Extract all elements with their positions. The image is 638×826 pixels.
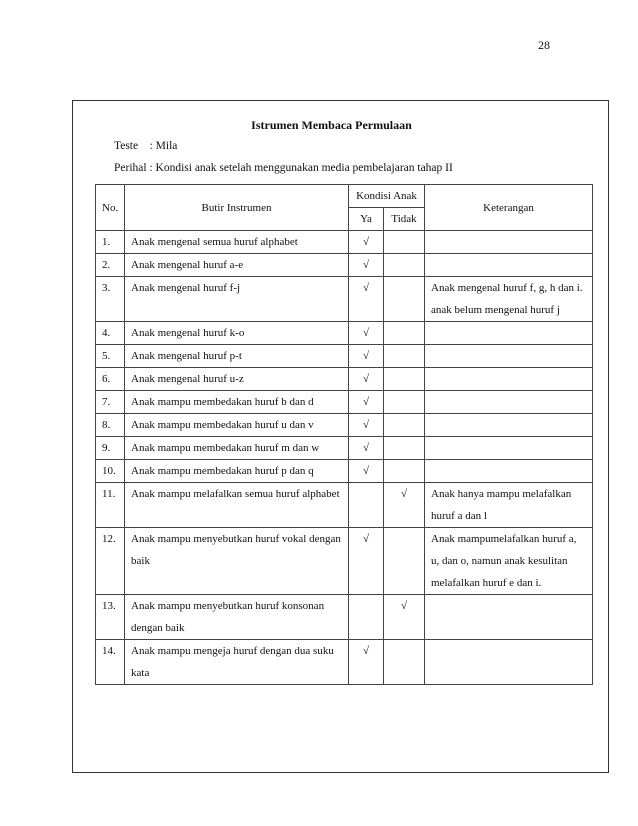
row-tidak (384, 254, 425, 277)
row-keterangan: Anak hanya mampu melafalkan huruf a dan l (425, 483, 593, 528)
row-number: 12. (96, 528, 125, 595)
row-number: 9. (96, 437, 125, 460)
row-item: Anak mampu membedakan huruf b dan d (125, 391, 349, 414)
row-ya: √ (349, 231, 384, 254)
row-item: Anak mengenal semua huruf alphabet (125, 231, 349, 254)
row-tidak (384, 322, 425, 345)
row-keterangan (425, 595, 593, 640)
header-item: Butir Instrumen (125, 185, 349, 231)
row-keterangan (425, 391, 593, 414)
header-no: No. (96, 185, 125, 231)
row-keterangan (425, 460, 593, 483)
row-item: Anak mengenal huruf a-e (125, 254, 349, 277)
row-number: 7. (96, 391, 125, 414)
row-tidak (384, 414, 425, 437)
row-number: 6. (96, 368, 125, 391)
perihal-line (114, 162, 453, 174)
row-number: 1. (96, 231, 125, 254)
row-item: Anak mampu menyebutkan huruf konsonan dengan baik (125, 595, 349, 640)
row-item: Anak mampu membedakan huruf u dan v (125, 414, 349, 437)
document-title: Istrumen Membaca Permulaan (251, 118, 412, 132)
row-item: Anak mengenal huruf f-j (125, 277, 349, 322)
perihal-value: : Kondisi anak setelah menggunakan media pembelajaran tahap II (149, 162, 453, 174)
row-number: 2. (96, 254, 125, 277)
table-row (96, 231, 593, 254)
table-row (96, 437, 593, 460)
header-keterangan: Keterangan (425, 185, 593, 231)
row-number: 13. (96, 595, 125, 640)
table-row (96, 254, 593, 277)
row-item: Anak mampu menyebutkan huruf vokal dengan baik (125, 528, 349, 595)
row-item: Anak mengenal huruf u-z (125, 368, 349, 391)
row-ya: √ (349, 368, 384, 391)
row-item: Anak mampu melafalkan semua huruf alphabet (125, 483, 349, 528)
table-row (96, 322, 593, 345)
table-row (96, 528, 593, 595)
row-keterangan: Anak mengenal huruf f, g, h dan i. anak belum mengenal huruf j (425, 277, 593, 322)
table-row (96, 414, 593, 437)
row-ya: √ (349, 460, 384, 483)
row-keterangan (425, 437, 593, 460)
row-ya: √ (349, 437, 384, 460)
row-keterangan (425, 640, 593, 685)
row-item: Anak mampu membedakan huruf p dan q (125, 460, 349, 483)
row-keterangan (425, 414, 593, 437)
table-row (96, 277, 593, 322)
header-kondisi: Kondisi Anak (349, 185, 425, 208)
row-item: Anak mampu membedakan huruf m dan w (125, 437, 349, 460)
instrument-table (95, 184, 593, 685)
header-tidak: Tidak (384, 208, 425, 231)
row-ya: √ (349, 414, 384, 437)
row-number: 8. (96, 414, 125, 437)
row-ya: √ (349, 254, 384, 277)
row-number: 14. (96, 640, 125, 685)
row-ya: √ (349, 277, 384, 322)
teste-value: : Mila (149, 140, 178, 152)
row-ya (349, 595, 384, 640)
row-ya: √ (349, 640, 384, 685)
row-tidak (384, 231, 425, 254)
row-tidak (384, 368, 425, 391)
header-ya: Ya (349, 208, 384, 231)
table-row (96, 368, 593, 391)
row-keterangan (425, 368, 593, 391)
row-tidak (384, 528, 425, 595)
row-keterangan (425, 231, 593, 254)
table-row (96, 483, 593, 528)
table-row (96, 640, 593, 685)
row-keterangan (425, 345, 593, 368)
row-ya: √ (349, 391, 384, 414)
row-item: Anak mengenal huruf p-t (125, 345, 349, 368)
perihal-label: Perihal (114, 162, 147, 174)
row-ya (349, 483, 384, 528)
row-tidak (384, 391, 425, 414)
row-tidak (384, 437, 425, 460)
row-keterangan (425, 254, 593, 277)
row-keterangan (425, 322, 593, 345)
row-number: 3. (96, 277, 125, 322)
row-ya: √ (349, 345, 384, 368)
row-tidak (384, 345, 425, 368)
row-item: Anak mampu mengeja huruf dengan dua suku kata (125, 640, 349, 685)
page-number: 28 (538, 38, 550, 52)
row-number: 11. (96, 483, 125, 528)
row-number: 10. (96, 460, 125, 483)
row-tidak: √ (384, 595, 425, 640)
table-row (96, 345, 593, 368)
row-keterangan: Anak mampumelafalkan huruf a, u, dan o, namun anak kesulitan melafalkan huruf e dan i. (425, 528, 593, 595)
row-tidak (384, 277, 425, 322)
row-tidak (384, 460, 425, 483)
table-row (96, 595, 593, 640)
row-item: Anak mengenal huruf k-o (125, 322, 349, 345)
teste-label: Teste (114, 140, 139, 152)
teste-line (114, 140, 177, 152)
row-ya: √ (349, 322, 384, 345)
row-ya: √ (349, 528, 384, 595)
table-row (96, 460, 593, 483)
row-number: 5. (96, 345, 125, 368)
table-row (96, 391, 593, 414)
row-tidak (384, 640, 425, 685)
row-tidak: √ (384, 483, 425, 528)
row-number: 4. (96, 322, 125, 345)
